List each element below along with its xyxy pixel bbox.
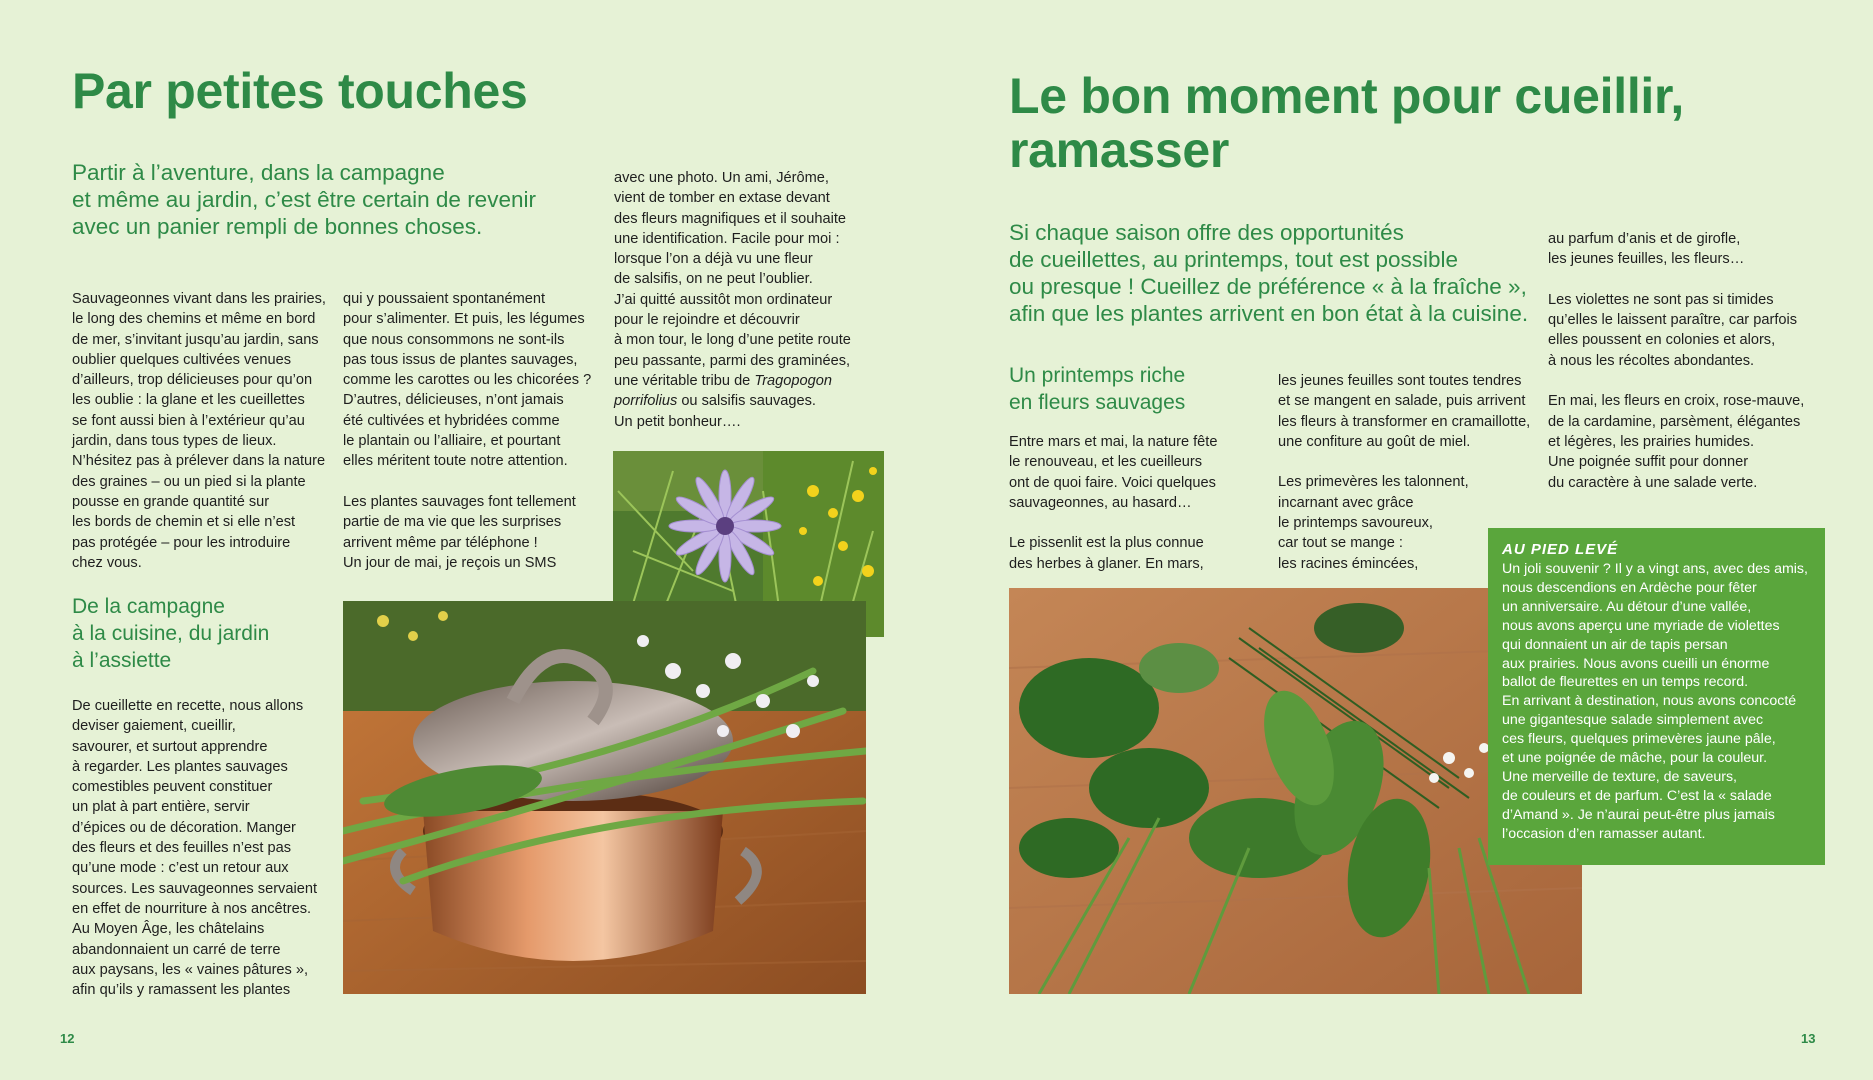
left-column-3-text: avec une photo. Un ami, Jérôme, vient de tomber en extase devant des fleurs magnifiques et il souhaite une identification. Facile pour moi : lorsque l’on a déjà vu une fleur de salsifis, on ne peut l’oublier. J’ai quitté aussitôt mon ordinateur pour le rejoindre et découvrir à mon tour, le long d’une petite route peu passante, parmi des graminées, une véritable tribu de Tragopogon porrifolius ou salsifis sauvages. Un petit bonheur….: [614, 170, 851, 430]
right-column-2-text: les jeunes feuilles sont toutes tendres et se mangent en salade, puis arrivent les fleurs à transformer en cramaillotte, une confiture au goût de miel. Les primevères les talonnent, incarnant avec grâce le printemps savoureux, car tout se mange : les racines émincées,: [1278, 373, 1531, 572]
box-title: AU PIED LEVÉ: [1502, 541, 1619, 558]
right-page-number: 13: [1801, 1031, 1816, 1046]
left-subheading: De la campagne à la cuisine, du jardin à l’assiette: [72, 595, 270, 672]
box-text: Un joli souvenir ? Il y a vingt ans, avec des amis, nous descendions en Ardèche pour fêter un anniversaire. Au détour d’une vallée, nous avons aperçu une myriade de violettes qui donnaient un air de tapis persan aux prairies. Nous avons cueilli un énorme ballot de fleurettes en un temps record. En arrivant à destination, nous avons concocté une gigantesque salade simplement avec ces fleurs, quelques primevères jaune pâle, et une poignée de mâche, pour la couleur. Une merveille de texture, de saveurs, de couleurs et de parfum. C’est la « salade d’Amand ». Je n’aurai peut-être plus jamais l’occasion d’en ramasser autant.: [1502, 561, 1808, 842]
right-subheading: Un printemps riche en fleurs sauvages: [1009, 364, 1186, 414]
right-lead-paragraph: Si chaque saison offre des opportunités de cueillettes, au printemps, tout est possible ou presque ! Cueillez de préférence « à la fraîche », afin que les plantes arrivent en bon état à la cuisine.: [1009, 220, 1529, 326]
left-lead-paragraph: Partir à l’aventure, dans la campagne et même au jardin, c’est être certain de revenir avec un panier rempli de bonnes choses.: [72, 160, 536, 239]
right-column-3-text: au parfum d’anis et de girofle, les jeunes feuilles, les fleurs… Les violettes ne sont pas si timides qu’elles le laissent paraître, car parfois elles poussent en colonies et alors, à nous les récoltes abondantes. En mai, les fleurs en croix, rose-mauve, de la cardamine, parsèment, élégantes et légères, les prairies humides. Une poignée suffit pour donner du caractère à une salade verte.: [1548, 231, 1805, 491]
au-pied-leve-box: [1488, 528, 1825, 865]
left-page-title: Par petites touches: [72, 63, 528, 119]
left-column-2-text: qui y poussaient spontanément pour s’alimenter. Et puis, les légumes que nous consommons ne sont-ils pas tous issus de plantes sauvages, comme les carottes ou les chicorées ? D’autres, délicieuses, n’ont jamais été cultivées et hybridées comme le plantain ou l’alliaire, et pourtant elles méritent toute notre attention. Les plantes sauvages font tellement partie de ma vie que les surprises arrivent même par téléphone ! Un jour de mai, je reçois un SMS: [343, 291, 592, 571]
left-column-1-text: Sauvageonnes vivant dans les prairies, le long des chemins et même en bord de mer, s’invitant jusqu’au jardin, sans oublier quelques cultivées venues d’ailleurs, trop délicieuses pour qu’on les oublie : la glane et les cueillettes se font aussi bien à l’extérieur qu’au jardin, dans tous types de lieux. N’hésitez pas à prélever dans la nature des graines – ou un pied si la plante pousse en grande quantité sur les bords de chemin et si elle n’est pas protégée – pour les introduire chez vous.: [72, 291, 326, 571]
left-column-1b-text: De cueillette en recette, nous allons deviser gaiement, cueillir, savourer, et surtout apprendre à regarder. Les plantes sauvages comestibles peuvent constituer un plat à part entière, servir d’épices ou de décoration. Manger des fleurs et des feuilles n’est pas qu’une mode : c’est un retour aux sources. Les sauvageonnes servaient en effet de nourriture à nos ancêtres. Au Moyen Âge, les châtelains abandonnaient un carré de terre aux paysans, les « vaines pâtures », afin qu’ils y ramassent les plantes: [72, 698, 318, 999]
right-column-1-text: Entre mars et mai, la nature fête le renouveau, et les cueilleurs ont de quoi faire. Voici quelques sauvageonnes, au hasard… Le pissenlit est la plus connue des herbes à glaner. En mars,: [1009, 434, 1218, 572]
copper-pot-photo: [343, 601, 866, 994]
right-page-title: Le bon moment pour cueillir, ramasser: [1009, 68, 1684, 178]
left-page-number: 12: [60, 1031, 75, 1046]
